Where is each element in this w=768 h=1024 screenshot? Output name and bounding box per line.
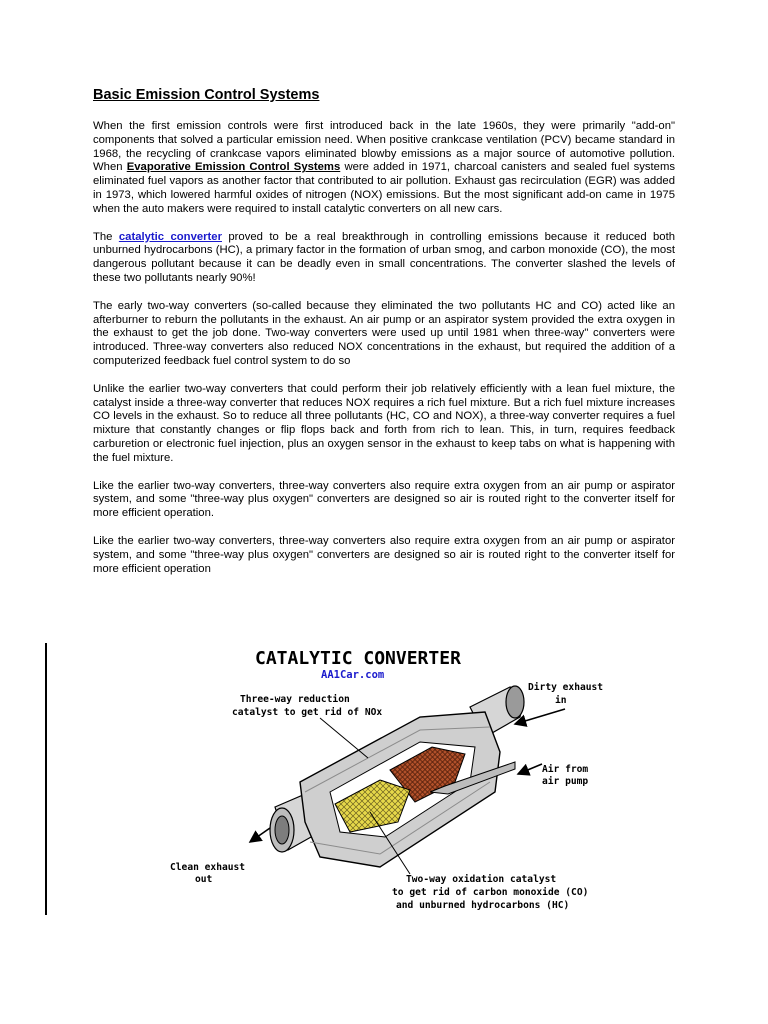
paragraph-two-way: The early two-way converters (so-called because they eliminated the two pollutants HC and CO) acted like an afterburner to reburn the pollutants in the exhaust. An air pump or an aspirator system provided the extra oxygen in the exhaust to get the job done. Two-way converters were used up until 1981 when three-way" converters were introduced. Three-way converters also reduced NOX concentrations in the exhaust, but required the addition of a computerized feedback fuel control system to do so [93, 299, 675, 367]
label-clean-1: Clean exhaust [170, 862, 246, 873]
paragraph-intro [93, 120, 675, 217]
clean-exhaust-arrow [250, 828, 270, 842]
document-body [93, 86, 675, 590]
figure-title: CATALYTIC CONVERTER [255, 648, 461, 669]
paragraph-oxygen-repeat: Like the earlier two-way converters, three-way converters also require extra oxygen from an air pump or aspirator system, and some "three-way plus oxygen" converters are designed so air is routed right to the converter itself for more efficient operation [93, 534, 675, 575]
paragraph-text: were added in 1971, charcoal canisters and sealed fuel systems eliminated fuel vapors as another factor that contributed to air pollution. Exhaust gas recirculation (EGR) was added in 1973, which lowered harmful oxides of nitrogen (NOX) emissions. But the most significant add-on came in 1975 when the auto makers were required to install catalytic converters on all new cars. [93, 161, 675, 215]
paragraph-converter [93, 231, 675, 286]
figure-source: AA1Car.com [321, 669, 385, 681]
paragraph-oxygen: Like the earlier two-way converters, three-way converters also require extra oxygen from an air pump or aspirator system, and some "three-way plus oxygen" converters are designed so air is routed right to the converter itself for more efficient operation. [93, 479, 675, 520]
page-title: Basic Emission Control Systems [93, 87, 320, 103]
catalytic-converter-figure [170, 642, 640, 917]
label-two-way-2: to get rid of carbon monoxide (CO) [392, 887, 589, 898]
paragraph-text: proved to be a real breakthrough in controlling emissions because it reduced both unburned hydrocarbons (HC), a primary factor in the formation of urban smog, and carbon monoxide (CO), the most dangerous pollutant because it can be deadly even in small concentrations. The converter slashed the levels of these two pollutants nearly 90%! [93, 230, 676, 284]
label-dirty-2: in [555, 695, 567, 706]
paragraph-text: When the first emission controls were first introduced back in the late 1960s, they were primarily "add-on" components that solved a particular emission need. When positive crankcase ventilation (PCV) became standard in 1968, the recycling of crankcase vapors eliminated blowby emissions as a major source of automotive pollution. When [93, 120, 675, 174]
label-air-2: air pump [542, 776, 589, 787]
label-clean-2: out [195, 874, 213, 885]
margin-rule [45, 643, 47, 915]
label-dirty-1: Dirty exhaust [528, 682, 604, 693]
label-two-way-3: and unburned hydrocarbons (HC) [396, 900, 570, 911]
label-two-way-1: Two-way oxidation catalyst [406, 874, 557, 885]
evap-emission-term: Evaporative Emission Control Systems [126, 161, 341, 174]
label-three-way-1: Three-way reduction [240, 694, 350, 705]
catalytic-converter-link[interactable]: catalytic converter [118, 230, 222, 243]
air-arrow [518, 764, 542, 774]
converter-diagram [170, 642, 640, 917]
label-three-way-2: catalyst to get rid of NOx [232, 707, 383, 718]
paragraph-text: The [93, 230, 119, 243]
label-air-1: Air from [542, 764, 589, 775]
paragraph-three-way: Unlike the earlier two-way converters that could perform their job relatively efficiently with a lean fuel mixture, the catalyst inside a three-way converter that reduces NOX requires a rich fuel mixture. But a rich fuel mixture increases CO levels in the exhaust. So to reduce all three pollutants (HC, CO and NOX), a three-way converter requires a fuel mixture that constantly changes or flip flops back and forth from rich to lean. This, in turn, requires feedback carburetion or electronic fuel injection, plus an oxygen sensor in the exhaust to keep tabs on what is happening with the fuel mixture. [93, 382, 675, 464]
three-way-pointer [320, 718, 368, 758]
